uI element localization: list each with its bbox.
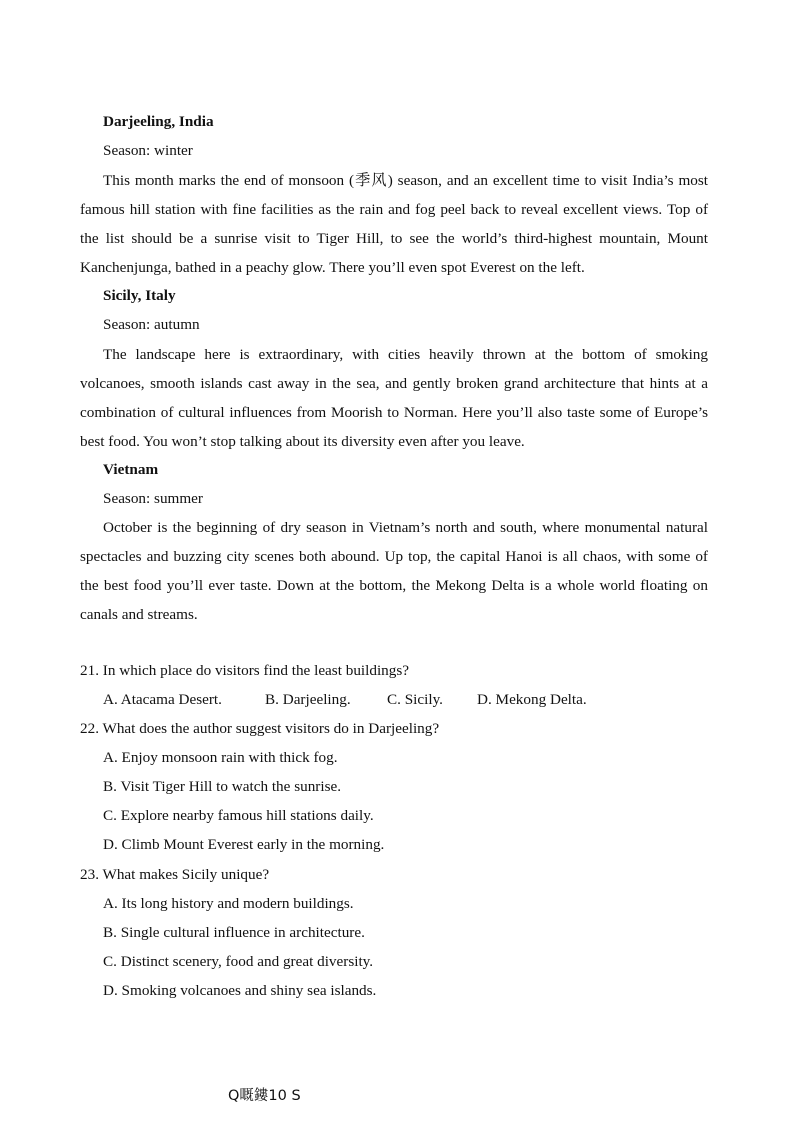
season-sicily: Season: autumn	[103, 316, 200, 333]
q22-option-d[interactable]: D. Climb Mount Everest early in the morning.	[103, 836, 385, 853]
q21-option-b[interactable]: B. Darjeeling.	[265, 691, 351, 708]
q21-option-c[interactable]: C. Sicily.	[387, 691, 443, 708]
q23-option-c[interactable]: C. Distinct scenery, food and great diversity.	[103, 953, 374, 970]
q23-option-a[interactable]: A. Its long history and modern buildings.	[103, 895, 354, 912]
paragraph-darjeeling: This month marks the end of monsoon (季风) season, and an excellent time to visit India’s most famous hill station with fine facilities as the rain and fog peel back to reveal excellent views. Top of the list should be a sunrise visit to Tiger Hill, to see the world’s third-highest mountain, Mount Kanchenjunga, bathed in a peachy glow. There you’ll even spot Everest on the left.	[80, 172, 708, 276]
section-title-sicily: Sicily, Italy	[103, 287, 176, 304]
paragraph-sicily: The landscape here is extraordinary, with cities heavily thrown at the bottom of smoking volcanoes, smooth islands cast away in the sea, and gently broken grand architecture that hints at a combination of cultural influences from Moorish to Norman. Here you’ll also taste some of Europe’s best food. You won’t stop talking about its diversity even after you leave.	[80, 346, 708, 450]
q22-option-c[interactable]: C. Explore nearby famous hill stations daily.	[103, 807, 374, 824]
section-title-vietnam: Vietnam	[103, 461, 159, 478]
q21-option-a[interactable]: A. Atacama Desert.	[103, 691, 222, 708]
paragraph-vietnam: October is the beginning of dry season in Vietnam’s north and south, where monumental natural spectacles and buzzing city scenes both abound. Up top, the capital Hanoi is all chaos, with some of the best food you’ll ever taste. Down at the bottom, the Mekong Delta is a whole world floating on canals and streams.	[80, 519, 708, 623]
q23-option-d[interactable]: D. Smoking volcanoes and shiny sea islands.	[103, 982, 377, 999]
q23-option-b[interactable]: B. Single cultural influence in architecture.	[103, 924, 365, 941]
q22-option-a[interactable]: A. Enjoy monsoon rain with thick fog.	[103, 749, 338, 766]
page-footer: Q嘅鏤10 S	[228, 1088, 301, 1104]
season-vietnam: Season: summer	[103, 490, 203, 507]
q21-option-d[interactable]: D. Mekong Delta.	[477, 691, 587, 708]
question-21: 21. In which place do visitors find the least buildings?	[80, 662, 410, 679]
q22-option-b[interactable]: B. Visit Tiger Hill to watch the sunrise.	[103, 778, 342, 795]
section-title-darjeeling: Darjeeling, India	[103, 113, 214, 130]
question-22: 22. What does the author suggest visitors do in Darjeeling?	[80, 720, 440, 737]
question-23: 23. What makes Sicily unique?	[80, 866, 270, 883]
season-darjeeling: Season: winter	[103, 142, 193, 159]
